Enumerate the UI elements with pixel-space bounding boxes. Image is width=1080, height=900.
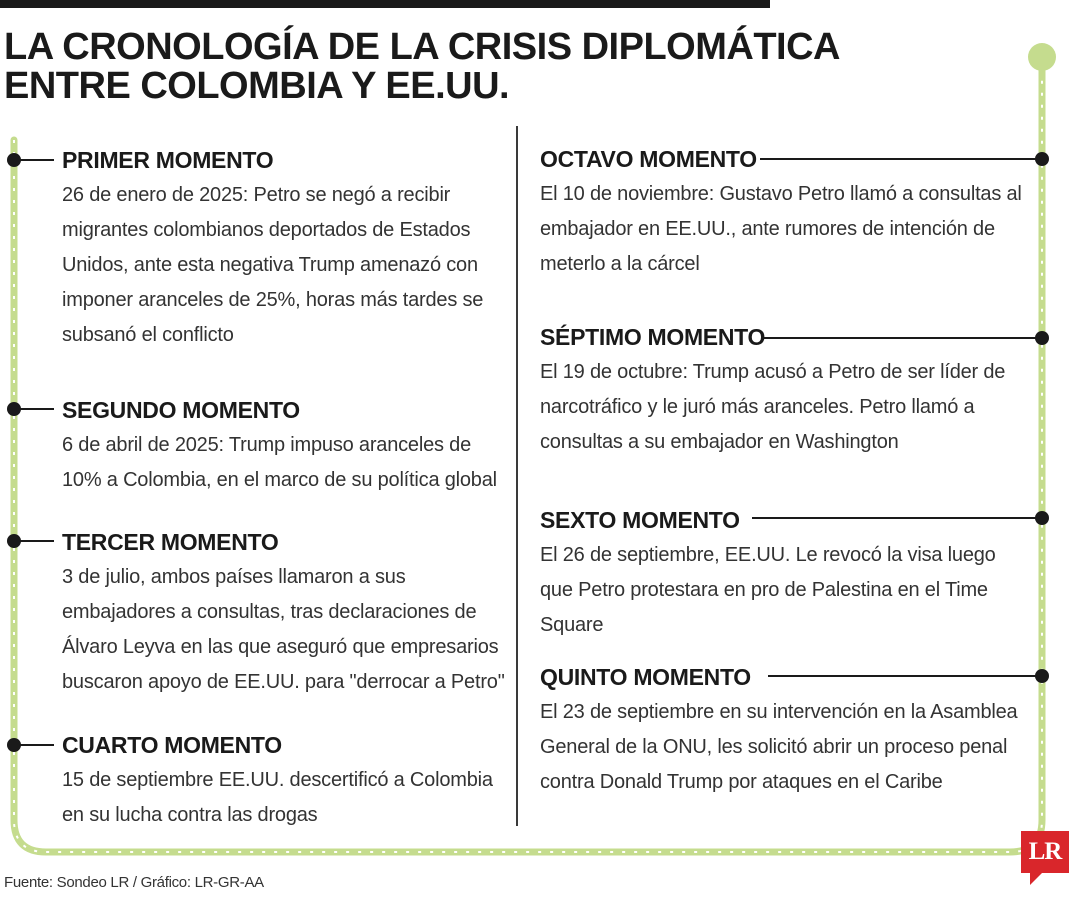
moment-heading: SEGUNDO MOMENTO — [62, 397, 300, 423]
timeline-connector — [14, 540, 54, 542]
lr-logo: LR — [1021, 831, 1069, 873]
moment-heading: QUINTO MOMENTO — [540, 664, 751, 690]
title-line-2: ENTRE COLOMBIA Y EE.UU. — [4, 65, 510, 107]
moment-2 — [62, 395, 512, 498]
lr-logo-tail — [1030, 873, 1042, 885]
moment-text: 6 de abril de 2025: Trump impuso aranceles de 10% a Colombia, en el marco de su política global — [62, 434, 497, 491]
moment-3 — [62, 527, 512, 700]
moment-heading: OCTAVO MOMENTO — [540, 146, 757, 172]
moment-8 — [540, 144, 1030, 282]
moment-4 — [62, 730, 512, 833]
moment-heading: CUARTO MOMENTO — [62, 732, 282, 758]
track-end-dot — [1028, 43, 1056, 71]
moment-text: El 26 de septiembre, EE.UU. Le revocó la visa luego que Petro protestara en pro de Palestina en el Time Square — [540, 544, 996, 636]
moment-5 — [540, 662, 1030, 800]
moment-text: 26 de enero de 2025: Petro se negó a recibir migrantes colombianos deportados de Estados Unidos, ante esta negativa Trump amenazó con imponer aranceles de 25%, horas más tardes se subsanó el conflicto — [62, 184, 484, 346]
moment-text: El 10 de noviembre: Gustavo Petro llamó a consultas al embajador en EE.UU., ante rumores de intención de meterlo a la cárcel — [540, 183, 1022, 275]
moment-heading: PRIMER MOMENTO — [62, 147, 274, 173]
moment-text: El 23 de septiembre en su intervención en la Asamblea General de la ONU, les solicitó abrir un proceso penal contra Donald Trump por ataques en el Caribe — [540, 701, 1018, 793]
moment-text: 3 de julio, ambos países llamaron a sus embajadores a consultas, tras declaraciones de Álvaro Leyva en las que aseguró que empresarios buscaron apoyo de EE.UU. para "derrocar a Petro" — [62, 566, 505, 693]
moment-1 — [62, 145, 512, 353]
source-credit: Fuente: Sondeo LR / Gráfico: LR-GR-AA — [4, 874, 264, 891]
timeline-dot — [1035, 669, 1049, 683]
moment-heading: SEXTO MOMENTO — [540, 507, 740, 533]
title-line-1: LA CRONOLOGÍA DE LA CRISIS DIPLOMÁTICA — [4, 26, 840, 68]
timeline-connector — [14, 408, 54, 410]
timeline-connector — [14, 159, 54, 161]
timeline-connector — [14, 744, 54, 746]
moment-6 — [540, 505, 1030, 643]
column-divider — [516, 126, 518, 826]
timeline-dot — [1035, 152, 1049, 166]
moment-heading: SÉPTIMO MOMENTO — [540, 324, 766, 350]
moment-heading: TERCER MOMENTO — [62, 529, 279, 555]
timeline-dot — [1035, 331, 1049, 345]
moment-text: El 19 de octubre: Trump acusó a Petro de ser líder de narcotráfico y le juró más aranceles. Petro llamó a consultas a su embajador en Washington — [540, 361, 1006, 453]
moment-7 — [540, 322, 1030, 460]
timeline-dot — [1035, 511, 1049, 525]
moment-text: 15 de septiembre EE.UU. descertificó a Colombia en su lucha contra las drogas — [62, 769, 493, 826]
